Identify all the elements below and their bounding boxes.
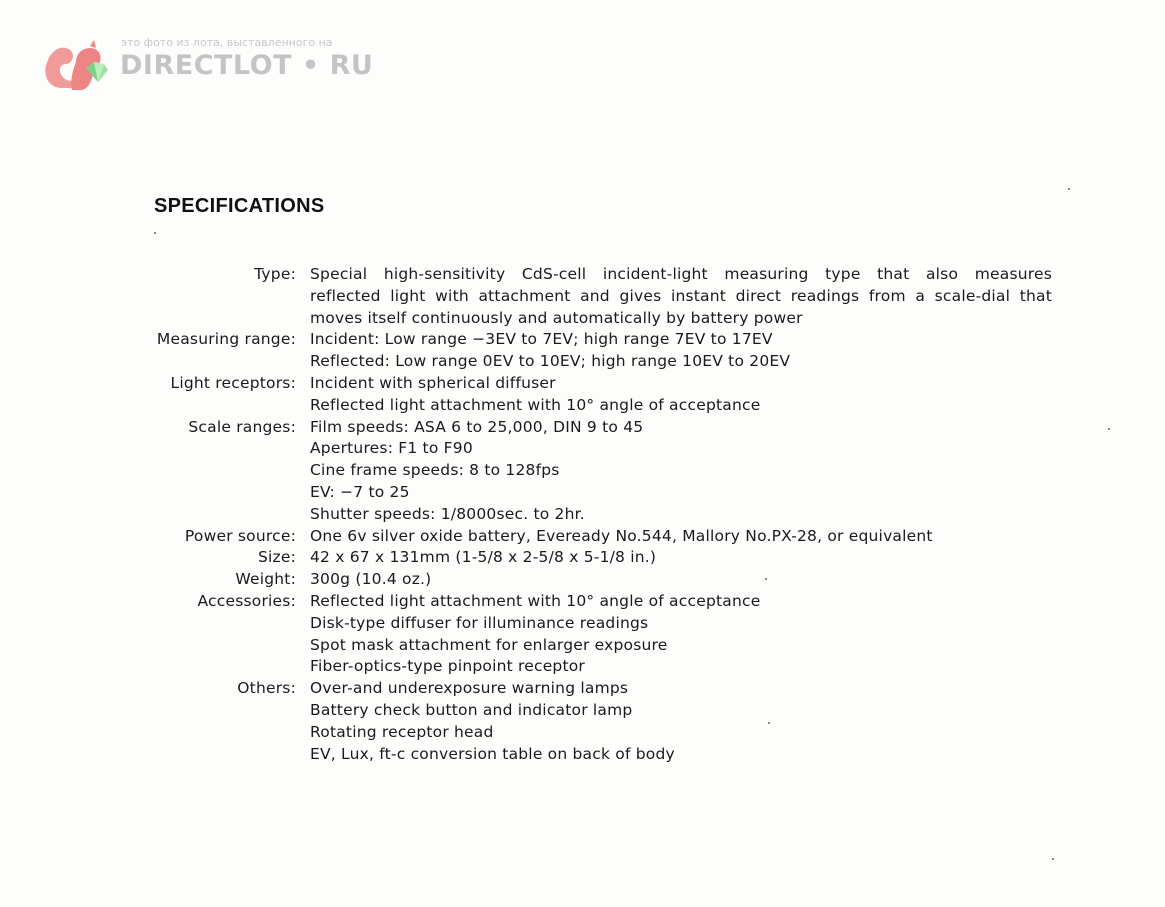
spec-values [296, 264, 1058, 329]
scan-speck [154, 232, 156, 234]
scan-speck [1108, 428, 1110, 430]
spec-line: reflected light with attachment and gives instant direct readings from a scale-dial that [310, 286, 1052, 305]
spec-line: Disk-type diffuser for illuminance readings [310, 613, 649, 632]
spec-line: Spot mask attachment for enlarger exposure [310, 635, 668, 654]
spec-label: Others: [237, 679, 296, 698]
spec-line: Fiber-optics-type pinpoint receptor [310, 657, 586, 676]
spec-values [296, 591, 1058, 678]
spec-label: Light receptors: [170, 373, 296, 392]
spec-line: EV, Lux, ft-c conversion table on back of body [310, 744, 675, 763]
spec-line: Battery check button and indicator lamp [310, 700, 633, 719]
spec-row-others [148, 678, 1058, 765]
spec-table [148, 264, 1058, 765]
spec-line: One 6v silver oxide battery, Eveready No.544, Mallory No.PX-28, or equivalent [310, 526, 933, 545]
spec-label: Type: [254, 265, 296, 283]
spec-label: Accessories: [197, 591, 296, 610]
spec-line: Incident with spherical diffuser [310, 373, 556, 392]
spec-values [296, 678, 1058, 765]
spec-row-type [148, 264, 1058, 329]
spec-row-light-receptors [148, 373, 1058, 417]
spec-row-measuring-range [148, 329, 1058, 373]
watermark-caption: это фото из лота, выставленного на [121, 36, 333, 49]
spec-label: Weight: [235, 570, 296, 589]
scan-speck [768, 722, 770, 724]
spec-values [296, 547, 1058, 569]
spec-line: Shutter speeds: 1/8000sec. to 2hr. [310, 504, 585, 523]
scan-speck [765, 578, 767, 580]
spec-values [296, 329, 1058, 373]
spec-line: 42 x 67 x 131mm (1-5/8 x 2-5/8 x 5-1/8 in.) [310, 548, 657, 567]
spec-line: Incident: Low range −3EV to 7EV; high range 7EV to 17EV [310, 330, 773, 349]
spec-row-size [148, 547, 1058, 569]
spec-label: Scale ranges: [188, 417, 296, 436]
spec-row-accessories [148, 591, 1058, 678]
spec-label: Size: [257, 548, 296, 567]
spec-line: Special high-sensitivity CdS-cell incident-light measuring type that also measures [310, 265, 1052, 283]
watermark [42, 36, 374, 96]
spec-values [296, 569, 1058, 591]
spec-values [296, 373, 1058, 417]
watermark-brand: DIRECTLOT • RU [120, 50, 374, 81]
spec-row-scale-ranges [148, 417, 1058, 526]
spec-label: Power source: [184, 526, 296, 545]
spec-row-weight [148, 569, 1058, 591]
spec-line: Reflected light attachment with 10° angle of acceptance [310, 591, 761, 610]
scan-speck [1068, 188, 1070, 190]
spec-line: moves itself continuously and automatically by battery power [310, 308, 803, 327]
page-title: SPECIFICATIONS [154, 195, 325, 217]
spec-line: Apertures: F1 to F90 [310, 439, 473, 458]
scan-speck [1052, 858, 1054, 860]
spec-line: Cine frame speeds: 8 to 128fps [310, 461, 560, 480]
spec-line: Reflected: Low range 0EV to 10EV; high range 10EV to 20EV [310, 352, 791, 371]
spec-line: Over-and underexposure warning lamps [310, 679, 629, 698]
spec-line: Rotating receptor head [310, 722, 494, 741]
spec-row-power-source [148, 526, 1058, 548]
spec-label: Measuring range: [156, 330, 296, 349]
spec-line: 300g (10.4 oz.) [310, 570, 432, 589]
spec-values [296, 417, 1058, 526]
spec-line: Reflected light attachment with 10° angle of acceptance [310, 395, 761, 414]
spec-line: EV: −7 to 25 [310, 482, 410, 501]
spec-line: Film speeds: ASA 6 to 25,000, DIN 9 to 45 [310, 417, 644, 436]
squirrel-with-gem-icon [42, 38, 112, 94]
spec-values [296, 526, 1058, 548]
